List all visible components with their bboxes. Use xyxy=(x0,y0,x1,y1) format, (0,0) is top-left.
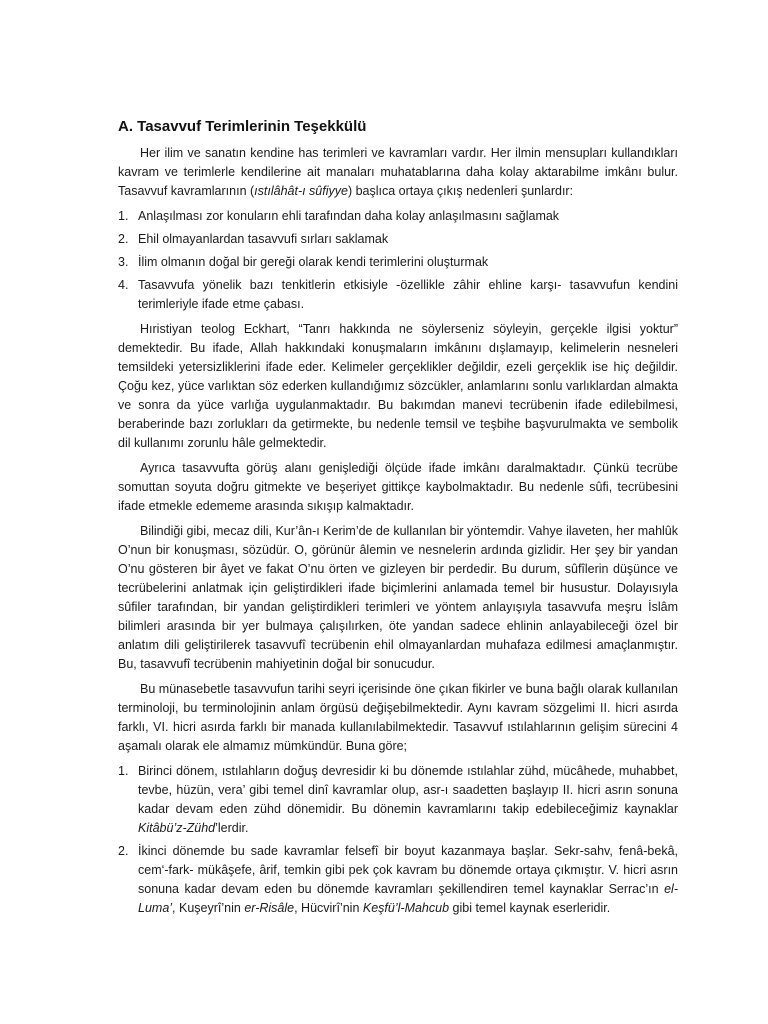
list-item-text: İkinci dönemde bu sade kavramlar felsefî bir boyut kazanmaya başlar. Sekr-sahv, fenâ-bekâ, cem‘-fark- mükâşefe, ârif, temkin gibi pek çok kavram bu dönemde ortaya çıkmıştır. V. hicri asrın sonuna kadar devam eden bu dönemde kavramları şekillendiren temel kaynaklar Serrac’ın xyxy=(138,844,678,896)
intro-paragraph xyxy=(118,144,678,201)
metaphor-paragraph: Bilindiği gibi, mecaz dili, Kur’ân-ı Kerim’de de kullanılan bir yöntemdir. Vahye ilaveten, her mahlûk O’nun bir konuşması, sözüdür. O, görünür âlemin ve nesnelerin ardında gizlidir. Her şey bir yandan O’nu gösteren bir âyet ve fakat O’nu örten ve gizleyen bir perdedir. Bu durum, sûfîlerin düşünce ve tecrübelerini anlatmak için geliştirdikleri ifade biçimlerini anlamada temel bir husustur. Dolayısıyla sûfiler tarafından, bir yandan geliştirdikleri terimleri ve yöntem anlayışıyla tasavvufa meşru İslâm bilimleri arasında bir yer bulmaya çalışılırken, öte yandan sadece ehlinin anlayabileceği özel bir anlatım dili geliştirilerek tasavvufî tecrübenin ehil olmayanlardan muhafaza edilmesi amaçlanmıştır. Bu, tasavvufî tecrübenin mahiyetinin doğal bir sonucudur. xyxy=(118,524,678,671)
list-item-text: Anlaşılması zor konuların ehli tarafından daha kolay anlaşılmasını sağlamak xyxy=(138,209,560,223)
list-item-text-mid: , Hücvirî’nin xyxy=(294,901,363,915)
list-item-text-end: gibi temel kaynak eserleridir. xyxy=(449,901,611,915)
eckhart-paragraph: Hıristiyan teolog Eckhart, “Tanrı hakkında ne söylerseniz söyleyin, gerçekle ilgisi yoktur” demektedir. Bu ifade, Allah hakkındaki konuşmaların imkânını dışlamayıp, kelimelerin nesneleri temsildeki yetersizliklerini ifade eder. Kelimeler gerçeklikler değildir, ezeli gerçeklik ise hiç değildir. Çoğu kez, yüce varlıktan söz ederken kullandığımız sözcükler, anlamlarını sonlu varlıklardan almakta ve sonra da yüce varlığa uygulanmaktadır. Bu bakımdan manevi tecrübenin ifade edilebilmesi, beraberinde bazı zorlukları da getirmekte, bu nedenle temsil ve teşbihe başvurulmakta ve sembolik dil kullanımı zorunlu hâle gelmektedir. xyxy=(118,322,678,450)
list-item-text-mid: , Kuşeyrî’nin xyxy=(172,901,245,915)
history-paragraph: Bu münasebetle tasavvufun tarihi seyri içerisinde öne çıkan fikirler ve buna bağlı olarak kullanılan terminoloji, bu terminolojinin anlam örgüsü değişebilmektedir. Aynı kavram sözgelimi II. hicri asırda farklı, VI. hicri asırda farklı bir manada kullanılabilmektedir. Tasavvuf ıstılahlarının gelişim sürecini 4 aşamalı olarak ele almamız mümkündür. Buna göre; xyxy=(118,682,678,753)
reasons-list xyxy=(118,207,678,314)
list-item xyxy=(118,842,678,918)
list-item xyxy=(118,207,678,226)
section-heading: A. Tasavvuf Terimlerinin Teşekkülü xyxy=(118,118,367,135)
book-title: Keşfü’l-Mahcub xyxy=(362,901,450,915)
list-item-text: İlim olmanın doğal bir gereği olarak kendi terimlerini oluşturmak xyxy=(138,255,489,269)
list-item xyxy=(118,253,678,272)
list-number: 2. xyxy=(118,844,129,858)
list-item xyxy=(118,762,678,838)
list-number: 1. xyxy=(118,764,129,778)
intro-text-end: ) başlıca ortaya çıkış nedenleri şunlardır: xyxy=(347,184,574,198)
list-number: 3. xyxy=(118,255,129,269)
stages-list xyxy=(118,762,678,918)
book-title: el-Luma’ xyxy=(138,882,678,915)
list-number: 1. xyxy=(118,209,129,223)
list-item xyxy=(118,230,678,249)
perspective-paragraph: Ayrıca tasavvufta görüş alanı genişlediği ölçüde ifade imkânı daralmaktadır. Çünkü tecrübe somuttan soyuta doğru gitmekte ve beşeriyet gittikçe kaybolmaktadır. Bu nedenle sûfi, tecrübesini ifade etmekle edememe arasında sıkışıp kalmaktadır. xyxy=(118,461,678,513)
list-number: 4. xyxy=(118,278,129,292)
list-item-text: Tasavvufa yönelik bazı tenkitlerin etkisiyle -özellikle zâhir ehline karşı- tasavvufun kendini terimleriyle ifade etme çabası. xyxy=(138,278,678,311)
list-item-text: Birinci dönem, ıstılahların doğuş devresidir ki bu dönemde ıstılahlar zühd, mücâhede, muhabbet, tevbe, hüzün, vera’ gibi temel dinî kavramlar olup, asr-ı saadetten başlayıp II. hicri asrın sonuna kadar devam eden zühd dönemidir. Bu dönemin kavramlarını takip edebileceğimiz kaynaklar xyxy=(138,764,678,816)
list-item-text: Ehil olmayanlardan tasavvufi sırları saklamak xyxy=(138,232,389,246)
list-number: 2. xyxy=(118,232,129,246)
list-item xyxy=(118,276,678,314)
book-title: Kitâbü’z-Zühd xyxy=(138,821,216,835)
intro-italic-term: ıstılâhât-ı sûfiyye xyxy=(254,184,348,198)
list-item-text-end: ’lerdir. xyxy=(215,821,249,835)
intro-text-start: Her ilim ve sanatın kendine has terimleri ve kavramları vardır. Her ilmin mensupları kullandıkları kavram ve terimlerle kendilerine ait manaları muhatablarına daha kolay aktarabilme imkânı bulur. Tasavvuf kavramlarının ( xyxy=(118,146,678,198)
book-title: er-Risâle xyxy=(244,901,295,915)
document-body xyxy=(118,117,678,924)
